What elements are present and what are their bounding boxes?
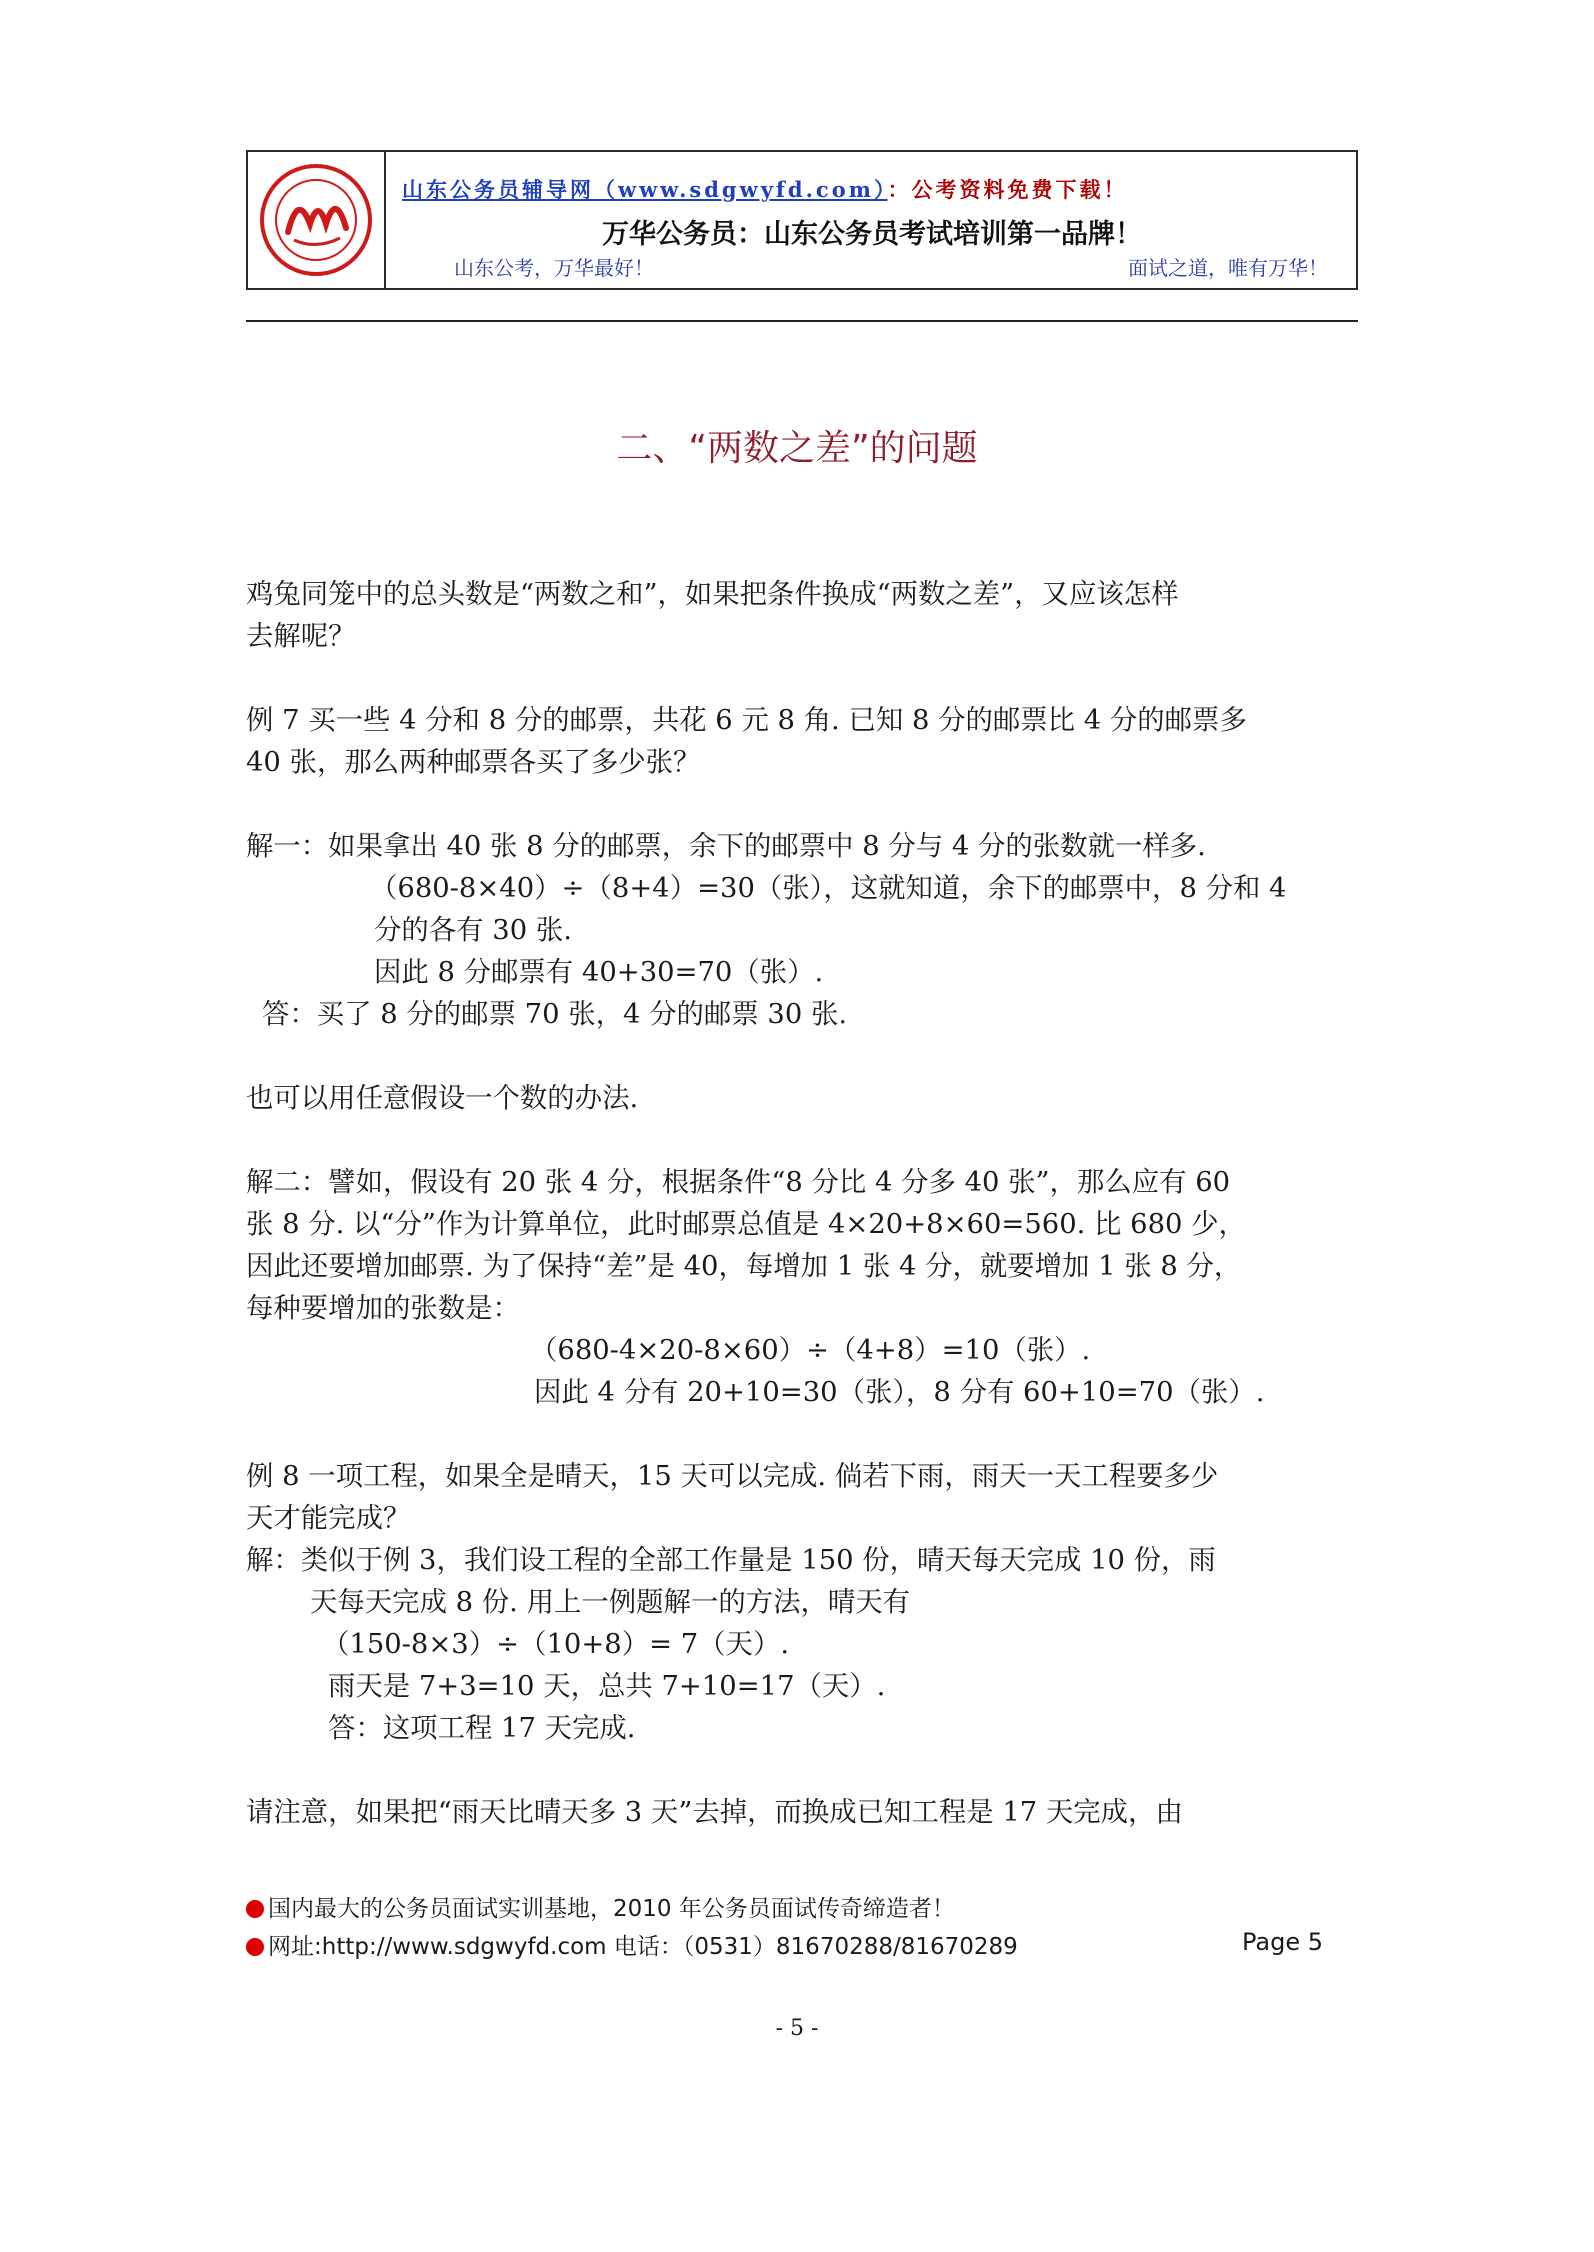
note-line: 请注意，如果把“雨天比晴天多 3 天”去掉，而换成已知工程是 17 天完成，由 <box>246 1797 1183 1828</box>
solution1-line-1: 解一：如果拿出 40 张 8 分的邮票，余下的邮票中 8 分与 4 分的张数就一样多. <box>246 831 1206 862</box>
solution8-line-1: 解：类似于例 3，我们设工程的全部工作量是 150 份，晴天每天完成 10 份，雨 <box>246 1545 1216 1576</box>
header-subslogan-left: 山东公考，万华最好！ <box>454 256 654 280</box>
logo <box>248 152 386 288</box>
example7-line-2: 40 张，那么两种邮票各买了多少张？ <box>246 747 701 778</box>
solution1-line-4: 因此 8 分邮票有 40+30=70（张）. <box>374 957 824 988</box>
alternative-method: 也可以用任意假设一个数的办法. <box>246 1083 639 1114</box>
footer-line-1 <box>246 1890 955 1923</box>
header-slogan: 万华公务员：山东公务员考试培训第一品牌！ <box>602 219 1142 250</box>
example7-line-1: 例 7 买一些 4 分和 8 分的邮票，共花 6 元 8 角. 已知 8 分的邮票比 4 分的邮票多 <box>246 705 1247 736</box>
intro-line-1: 鸡兔同笼中的总头数是“两数之和”，如果把条件换成“两数之差”，又应该怎样 <box>246 579 1179 610</box>
header-tagline <box>402 174 1127 204</box>
footer-line-1-text: 国内最大的公务员面试实训基地，2010 年公务员面试传奇缔造者！ <box>268 1896 955 1922</box>
red-bullet-icon <box>246 1938 264 1956</box>
example8-line-1: 例 8 一项工程，如果全是晴天，15 天可以完成. 倘若下雨，雨天一天工程要多少 <box>246 1461 1219 1492</box>
header-tagline-rest: ：公考资料免费下载！ <box>887 177 1128 202</box>
solution8-line-3: （150-8×3）÷（10+8）= 7（天）. <box>322 1629 790 1660</box>
section-title: 二、“两数之差”的问题 <box>616 428 978 469</box>
example8-line-2: 天才能完成？ <box>246 1503 411 1534</box>
header-text <box>388 152 1356 288</box>
solution1-line-3: 分的各有 30 张. <box>374 915 572 946</box>
solution2-line-3: 因此还要增加邮票. 为了保持“差”是 40，每增加 1 张 4 分，就要增加 1 张 8 分， <box>246 1251 1242 1282</box>
intro-line-2: 去解呢？ <box>246 621 356 652</box>
header-subslogans <box>454 252 1328 281</box>
solution2-line-5: （680-4×20-8×60）÷（4+8）=10（张）. <box>530 1335 1091 1366</box>
page-number: - 5 - <box>775 2016 819 2041</box>
wanhua-seal-logo-icon <box>258 162 374 278</box>
page-header <box>246 150 1358 290</box>
header-subslogan-right: 面试之道，唯有万华！ <box>1128 256 1328 280</box>
footer-line-2 <box>246 1928 1018 1961</box>
site-link[interactable]: 山东公务员辅导网（www.sdgwyfd.com） <box>402 177 888 202</box>
solution8-line-2: 天每天完成 8 份. 用上一例题解一的方法，晴天有 <box>310 1587 911 1618</box>
solution2-line-2: 张 8 分. 以“分”作为计算单位，此时邮票总值是 4×20+8×60=560. 比 680 少， <box>246 1209 1246 1240</box>
solution1-line-2: （680-8×40）÷（8+4）=30（张），这就知道，余下的邮票中，8 分和 4 <box>370 873 1287 904</box>
solution2-line-1: 解二：譬如，假设有 20 张 4 分，根据条件“8 分比 4 分多 40 张”，那么应有 60 <box>246 1167 1231 1198</box>
solution8-line-4: 雨天是 7+3=10 天，总共 7+10=17（天）. <box>328 1671 886 1702</box>
footer-page-label: Page 5 <box>1242 1928 1323 1956</box>
solution8-answer: 答：这项工程 17 天完成. <box>328 1713 636 1744</box>
solution2-line-4: 每种要增加的张数是： <box>246 1293 520 1324</box>
footer-line-2-text: 网址:http://www.sdgwyfd.com 电话：（0531）81670288/81670289 <box>268 1934 1018 1960</box>
solution1-answer: 答：买了 8 分的邮票 70 张，4 分的邮票 30 张. <box>262 999 848 1030</box>
header-divider <box>246 320 1358 322</box>
solution2-line-6: 因此 4 分有 20+10=30（张），8 分有 60+10=70（张）. <box>534 1377 1265 1408</box>
red-bullet-icon <box>246 1900 264 1918</box>
